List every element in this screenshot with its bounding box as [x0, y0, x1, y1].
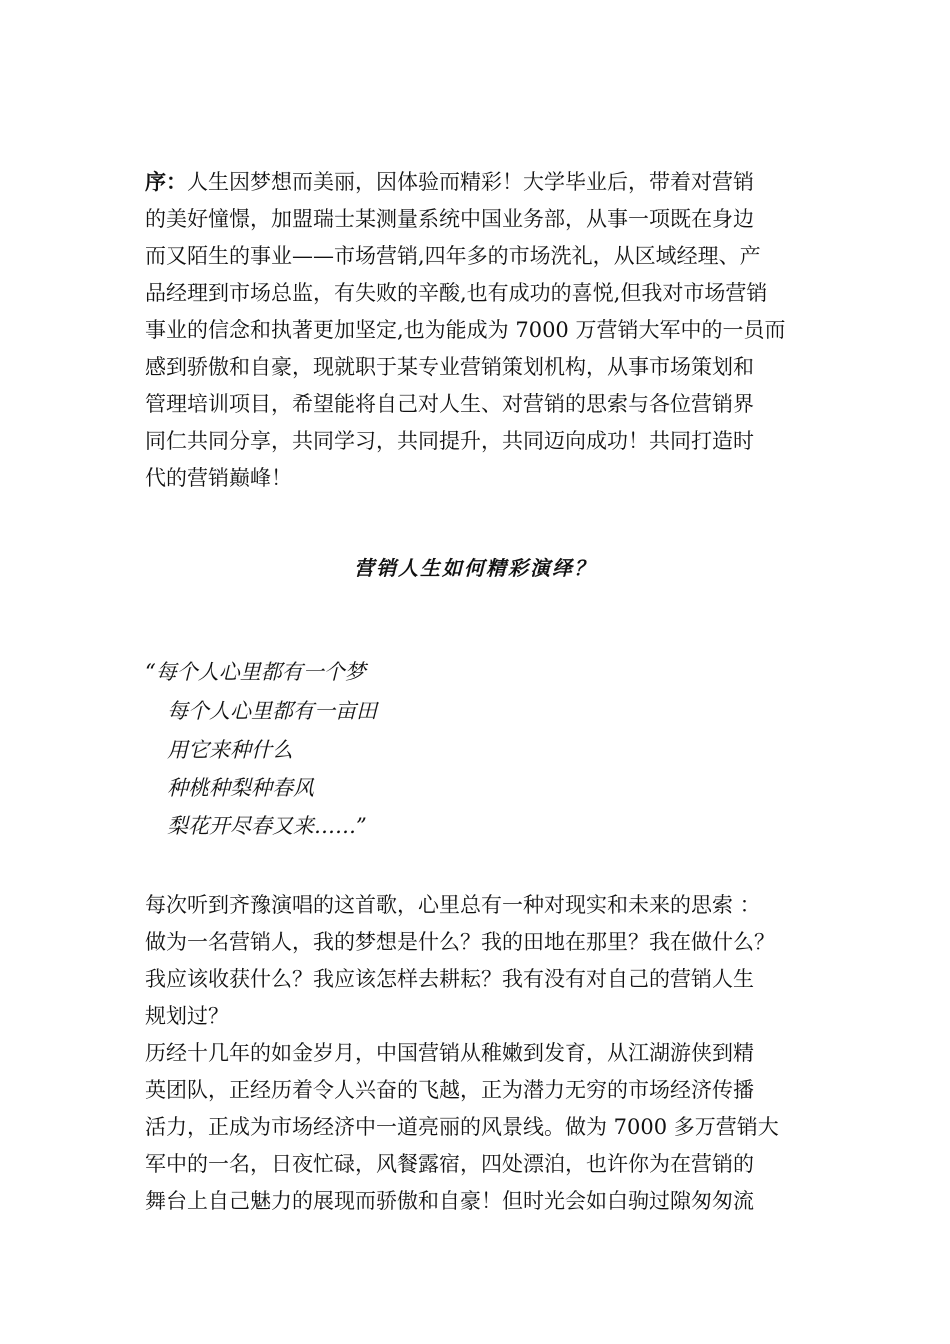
poem-line-5: 梨花开尽春又来……” [167, 814, 367, 838]
preface-line-3: 而又陌生的事业——市场营销,四年多的市场洗礼，从区域经理、产 [145, 244, 761, 268]
body-p1-line-1: 每次听到齐豫演唱的这首歌，心里总有一种对现实和未来的思索 ： [145, 893, 761, 917]
body-p2-line-4: 军中的一名，日夜忙碌，风餐露宿，四处漂泊，也许你为在营销的 [145, 1152, 754, 1176]
preface-line-6: 感到骄傲和自豪，现就职于某专业营销策划机构，从事市场策划和 [145, 355, 754, 379]
preface-line-4: 品经理到市场总监，有失败的辛酸,也有成功的喜悦,但我对市场营销 [145, 281, 768, 305]
body-p1-line-3: 我应该收获什么？我应该怎样去耕耘？我有没有对自己的营销人生 [145, 967, 754, 991]
preface-line-9: 代的营销巅峰！ [145, 466, 292, 490]
preface-line-1 [145, 170, 754, 194]
section-heading: 营销人生如何精彩演绎？ [354, 556, 596, 580]
preface-label: 序： [145, 169, 187, 194]
body-p2-line-3: 活力，正成为市场经济中一道亮丽的风景线。做为 7000 多万营销大 [145, 1115, 779, 1139]
preface-line-8: 同仁共同分享，共同学习，共同提升，共同迈向成功！共同打造时 [145, 429, 754, 453]
body-p2-line-2: 英团队，正经历着令人兴奋的飞越，正为潜力无穷的市场经济传播 [145, 1078, 754, 1102]
poem-line-4: 种桃种梨种春风 [167, 776, 314, 800]
preface-line-5: 事业的信念和执著更加坚定,也为能成为 7000 万营销大军中的一员而 [145, 318, 786, 342]
poem-line-2: 每个人心里都有一亩田 [167, 699, 377, 723]
preface-line-7: 管理培训项目，希望能将自己对人生、对营销的思索与各位营销界 [145, 392, 754, 416]
body-p1-line-2: 做为一名营销人，我的梦想是什么？我的田地在那里？我在做什么？ [145, 930, 775, 954]
preface-text: 人生因梦想而美丽，因体验而精彩！大学毕业后，带着对营销 [187, 170, 754, 194]
poem-line-1: “每个人心里都有一个梦 [145, 660, 366, 684]
body-p2-line-1: 历经十几年的如金岁月，中国营销从稚嫩到发育，从江湖游侠到精 [145, 1041, 754, 1065]
body-p1-line-4: 规划过？ [145, 1004, 229, 1028]
poem-line-3: 用它来种什么 [167, 738, 293, 762]
body-p2-line-5: 舞台上自己魅力的展现而骄傲和自豪！但时光会如白驹过隙匆匆流 [145, 1189, 754, 1213]
preface-line-2: 的美好憧憬，加盟瑞士某测量系统中国业务部，从事一项既在身边 [145, 207, 754, 231]
